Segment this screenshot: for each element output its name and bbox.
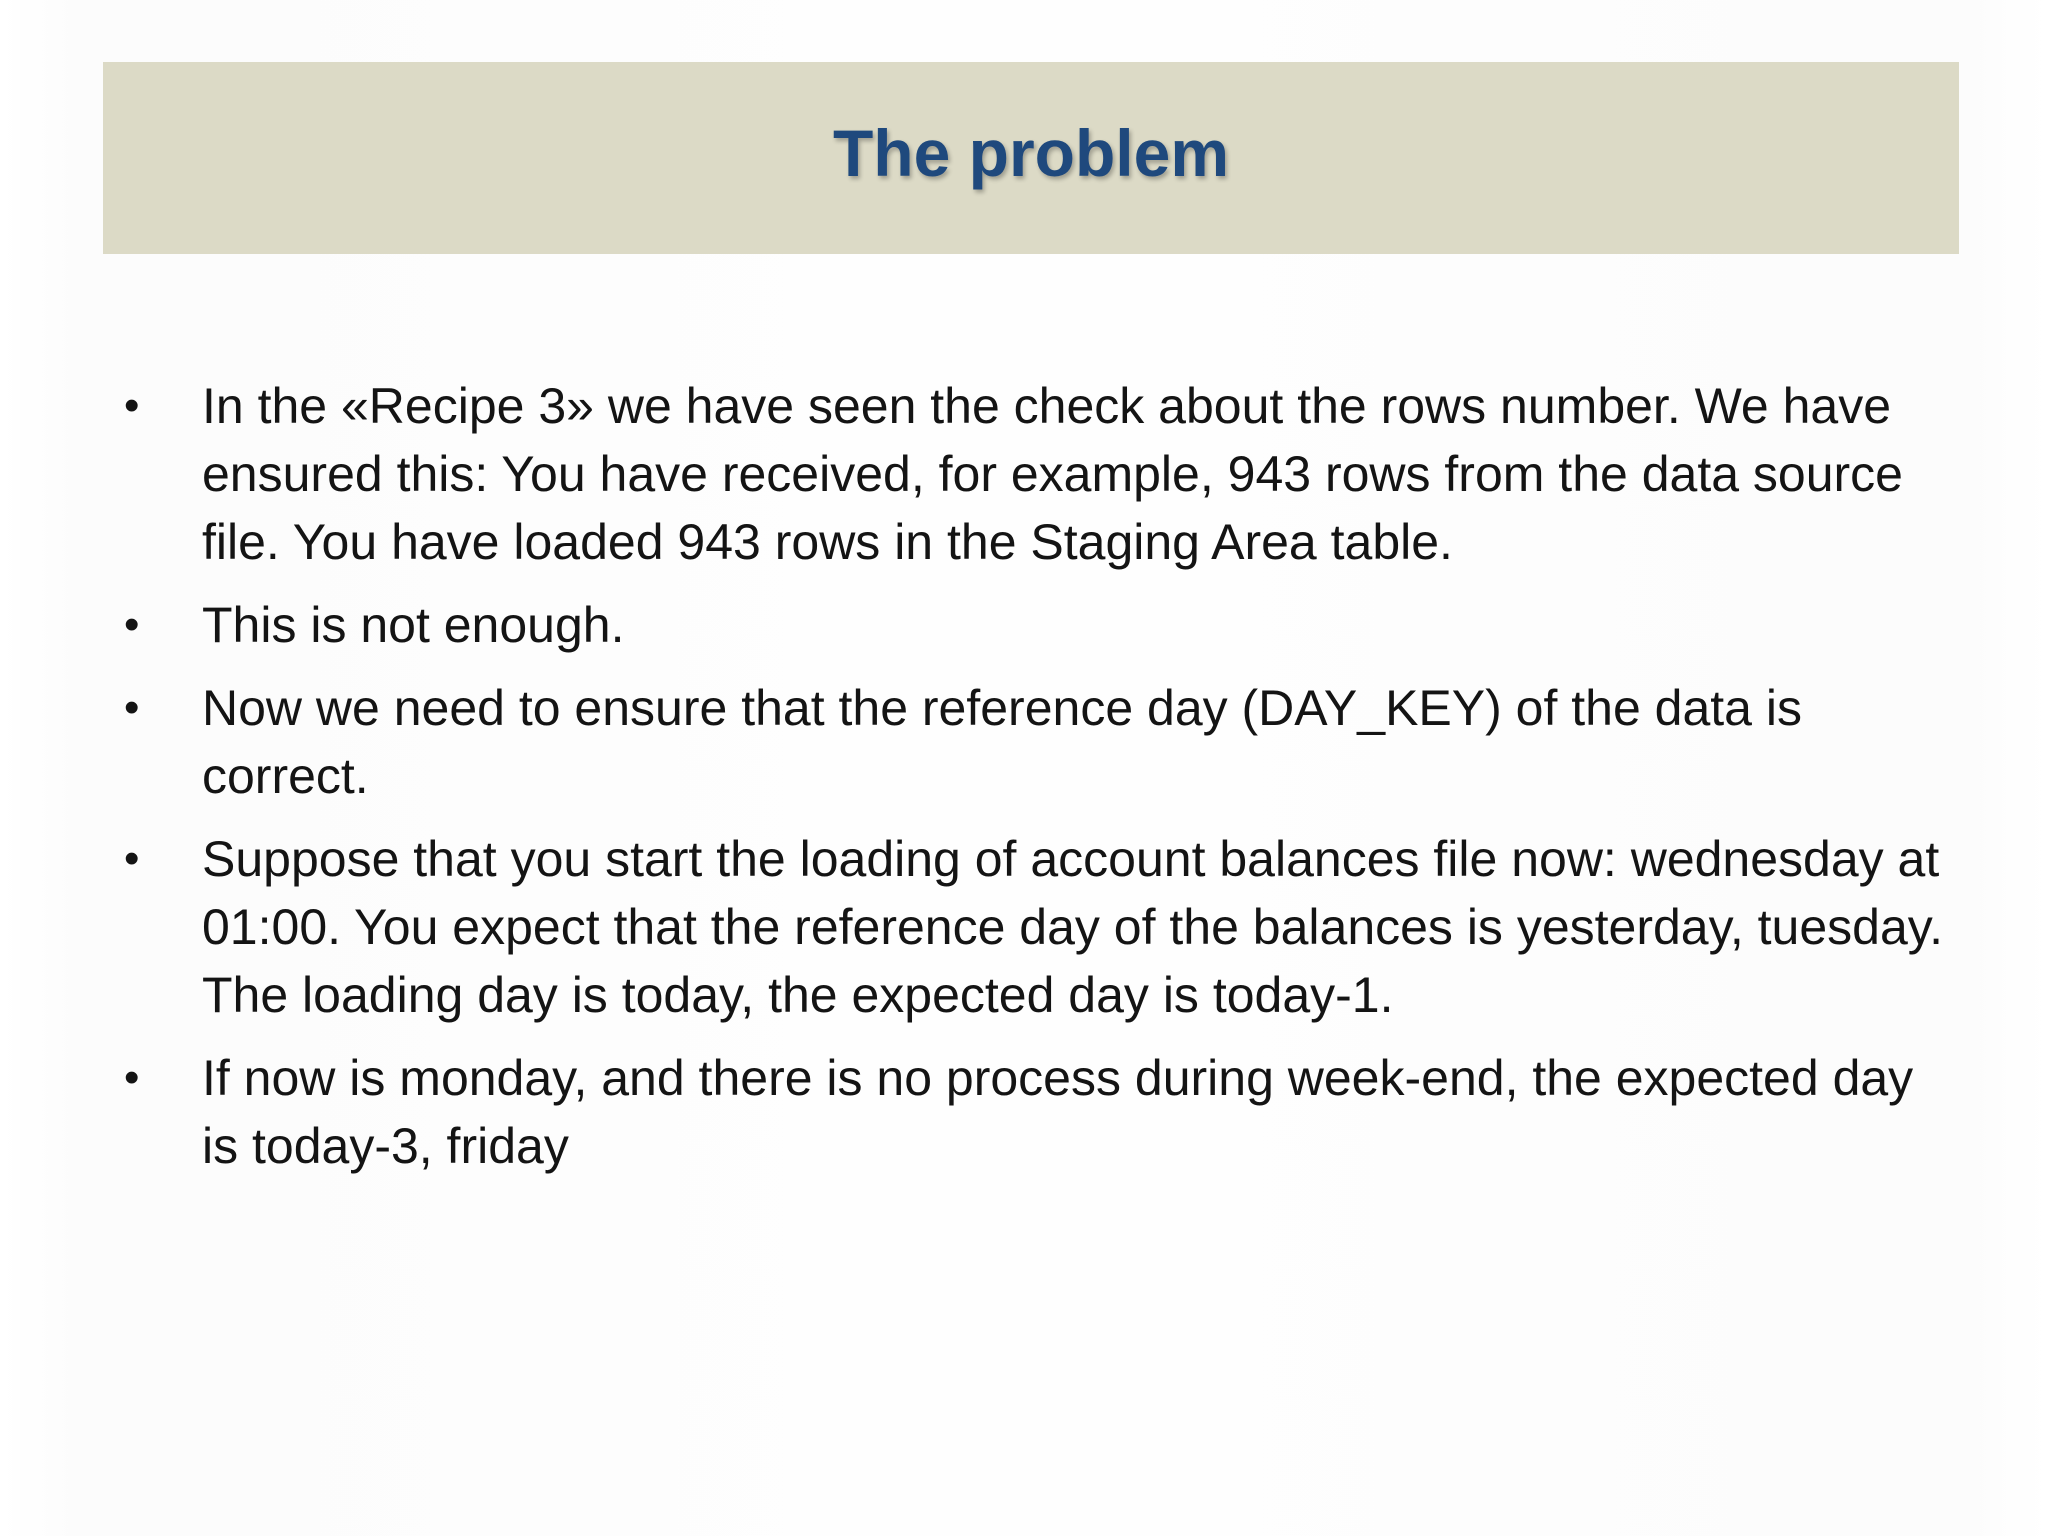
bullet-item: [118, 825, 1948, 1029]
bullet-icon: •: [124, 683, 140, 732]
bullet-item: [118, 591, 1948, 659]
bullet-item: [118, 372, 1948, 576]
bullet-list: [118, 372, 1948, 1195]
bullet-item: [118, 1044, 1948, 1180]
slide-title: The problem: [832, 116, 1230, 190]
title-bar: [103, 62, 1959, 254]
bullet-text: This is not enough.: [202, 597, 625, 653]
bullet-icon: •: [124, 1053, 140, 1102]
bullet-icon: •: [124, 381, 140, 430]
bullet-icon: •: [124, 834, 140, 883]
bullet-text: In the «Recipe 3» we have seen the check about the rows number. We have ensured this: You have received, for example, 943 rows from the data source file. You have loaded 943 rows in the Staging Area table.: [202, 378, 1903, 570]
bullet-text: Now we need to ensure that the reference day (DAY_KEY) of the data is correct.: [202, 680, 1802, 804]
bullet-text: If now is monday, and there is no process during week-end, the expected day is today-3, friday: [202, 1050, 1914, 1174]
bullet-item: [118, 674, 1948, 810]
bullet-text: Suppose that you start the loading of account balances file now: wednesday at 01:00. You expect that the reference day of the balances is yesterday, tuesday. The loading day is today, the expected day is today-1.: [202, 831, 1943, 1023]
bullet-icon: •: [124, 600, 140, 649]
